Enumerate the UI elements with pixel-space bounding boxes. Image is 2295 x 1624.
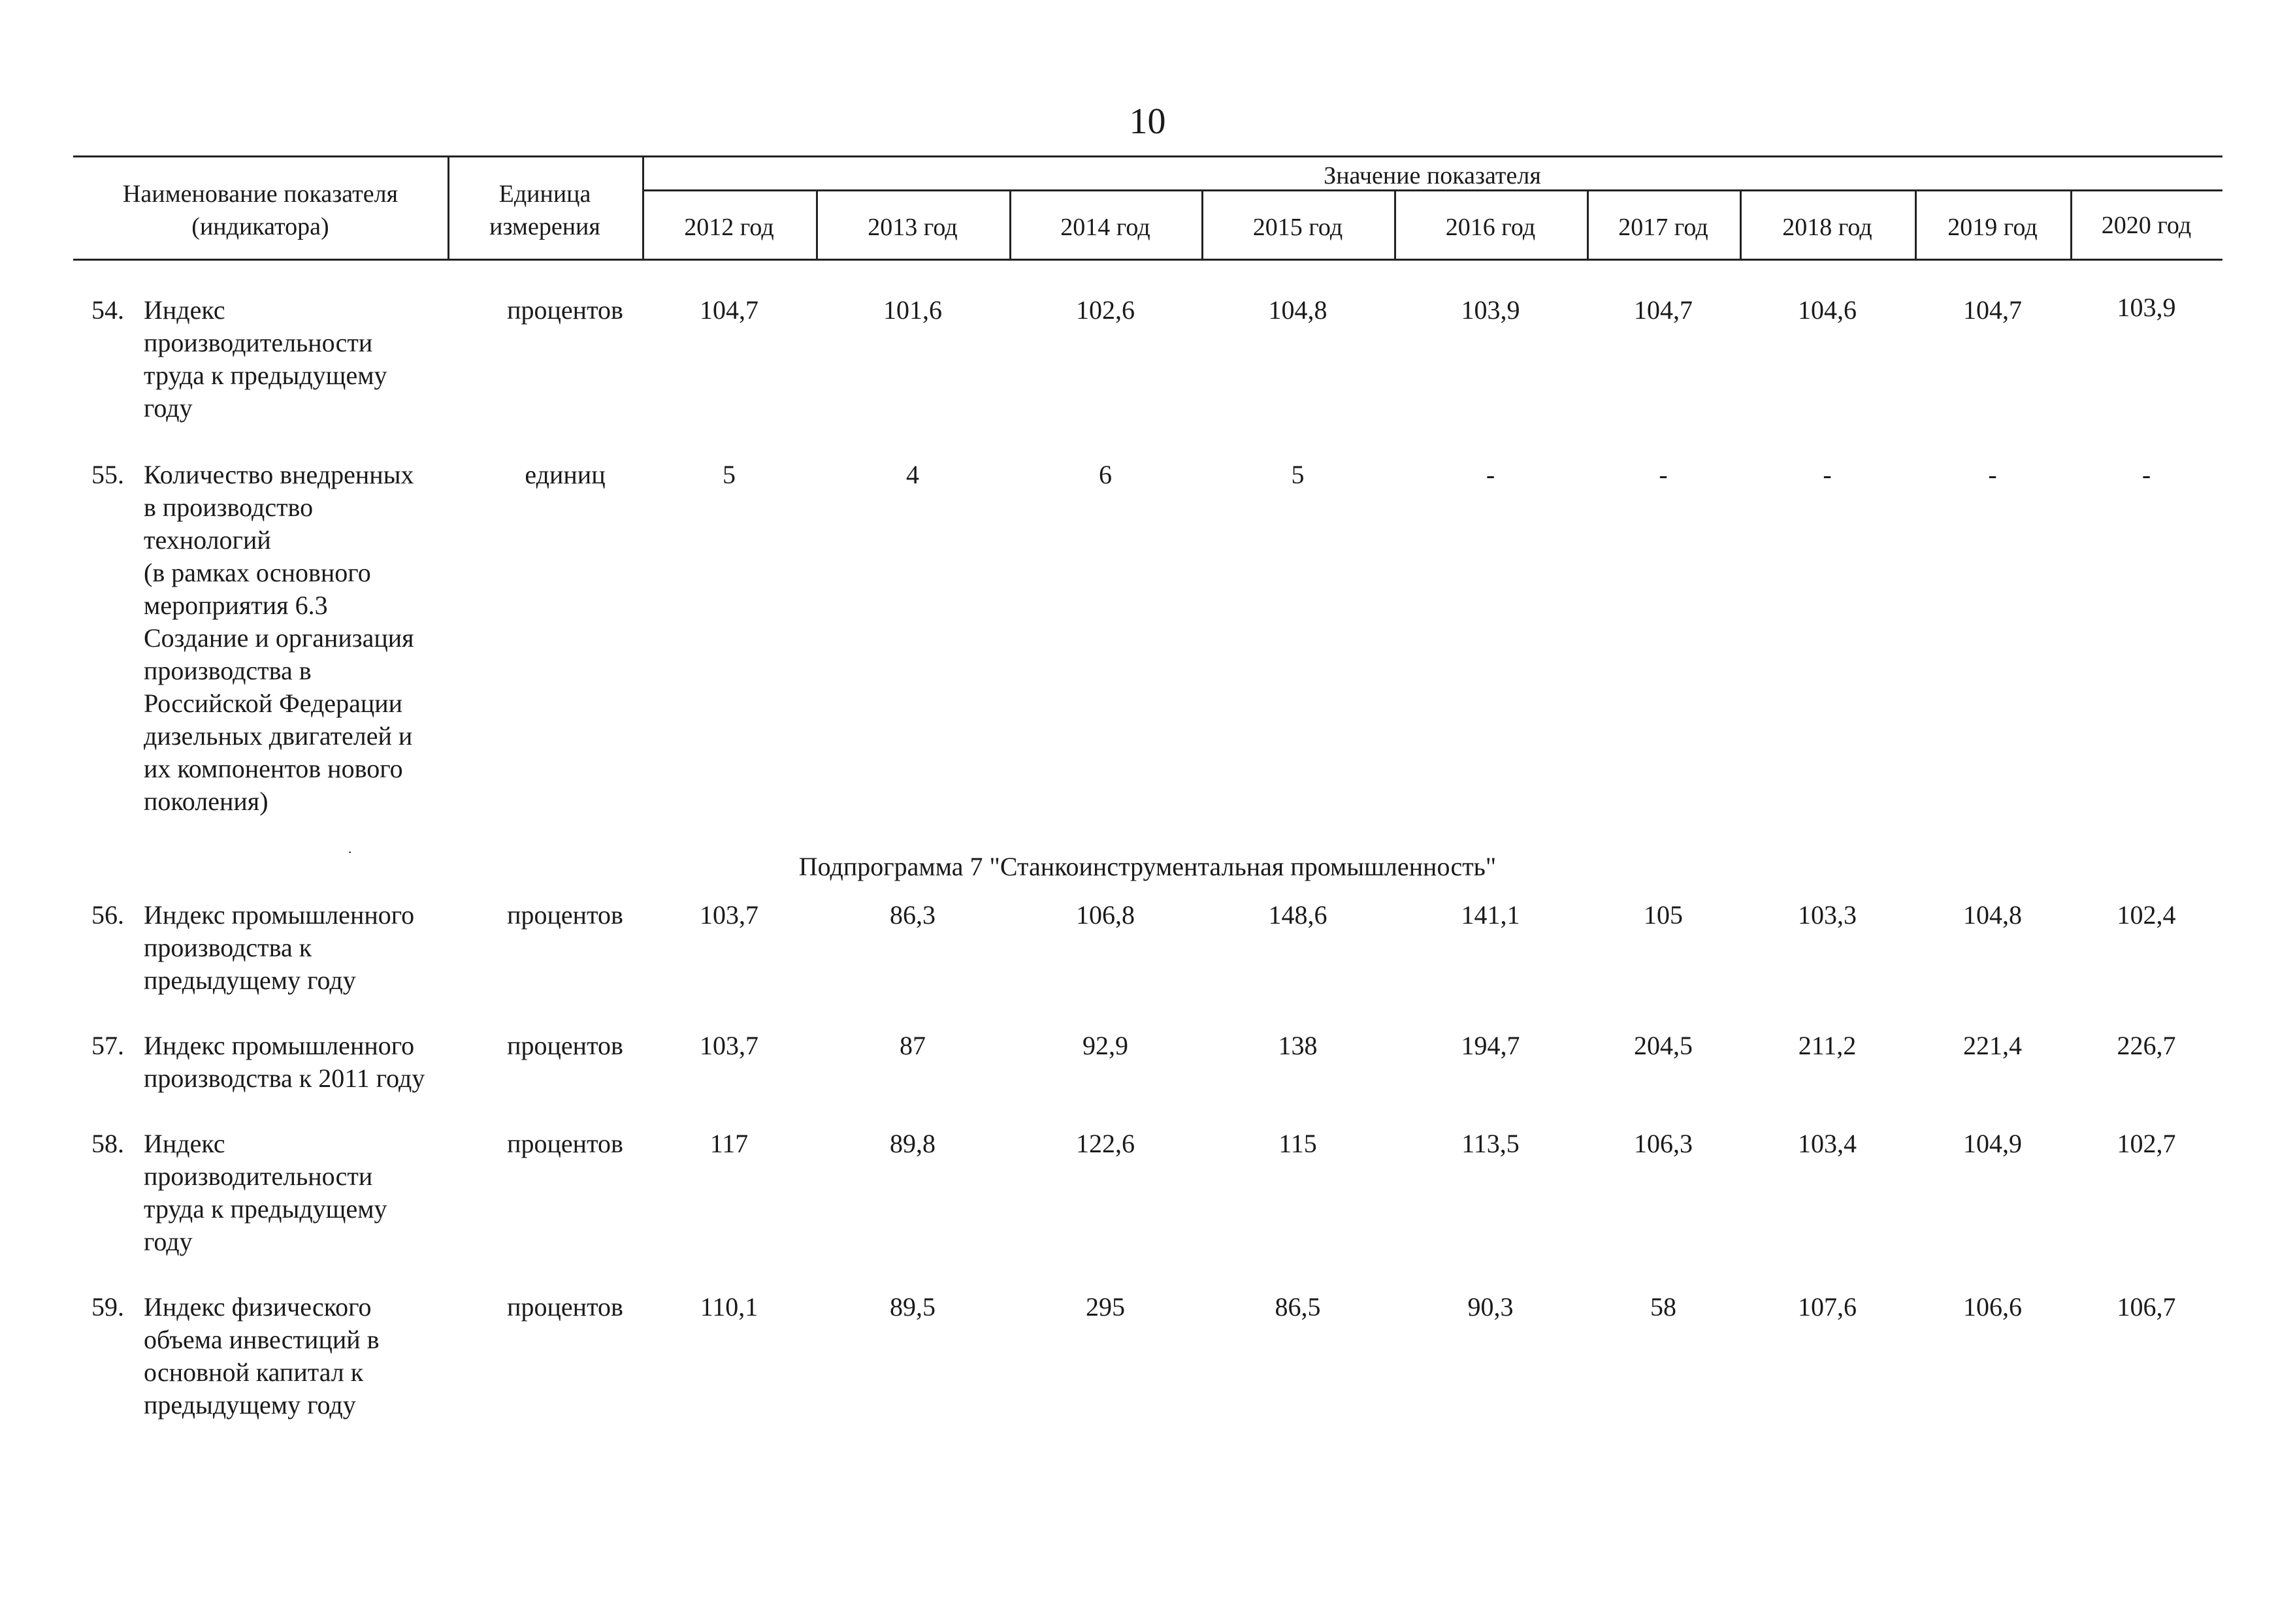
header-top-rule [73, 155, 2222, 157]
value-2018: 103,4 [1798, 1129, 1857, 1158]
value-2013: 87 [900, 1031, 926, 1060]
value-2012: 103,7 [700, 900, 758, 930]
value-2014: 102,6 [1076, 295, 1135, 325]
page-number: 10 [1129, 101, 1166, 142]
value-2016: 194,7 [1461, 1031, 1520, 1060]
header-year-2020: 2020 год [2101, 212, 2192, 239]
value-2019: - [1988, 460, 1997, 489]
row-unit: единиц [525, 460, 606, 489]
header-year-2014: 2014 год [1060, 214, 1150, 241]
value-2016: - [1486, 460, 1495, 489]
value-2017: 58 [1650, 1292, 1676, 1322]
value-2015: 86,5 [1275, 1292, 1321, 1322]
row-indicator-name: Индекс физического объема инвестиций в основной капитал к предыдущему году [144, 1292, 380, 1420]
row-unit: процентов [507, 295, 623, 325]
row-number: 54. [91, 295, 124, 325]
row-unit: процентов [507, 1031, 623, 1060]
header-year-2019: 2019 год [1947, 214, 2038, 241]
value-2020: 226,7 [2117, 1031, 2176, 1060]
row-unit: процентов [507, 1292, 623, 1322]
value-2016: 103,9 [1461, 295, 1520, 325]
value-2016: 141,1 [1461, 900, 1520, 930]
value-2018: 211,2 [1798, 1031, 1857, 1060]
value-2015: 115 [1278, 1129, 1317, 1158]
value-2014: 6 [1099, 460, 1112, 489]
row-indicator-name: Индекс промышленного производства к 2011 году [144, 1031, 425, 1093]
row-number: 57. [91, 1031, 124, 1060]
value-2015: 138 [1278, 1031, 1318, 1060]
header-year-2012: 2012 год [684, 214, 774, 241]
header-year-2015: 2015 год [1252, 214, 1343, 241]
value-2014: 122,6 [1076, 1129, 1135, 1158]
value-2020: - [2141, 460, 2151, 489]
row-indicator-name: Количество внедренных в производство технологий (в рамках основного мероприятия 6.3 Создание и организация производства в Российской Федерации дизельных двигателей и их компонентов нового поколения) [144, 460, 414, 816]
value-2013: 86,3 [890, 900, 936, 930]
header-year-2017: 2017 год [1618, 214, 1708, 241]
value-2012: 103,7 [700, 1031, 758, 1060]
value-2018: 104,6 [1798, 295, 1857, 325]
row-number: 56. [91, 900, 124, 930]
value-2015: 148,6 [1268, 900, 1327, 930]
header-year-2013: 2013 год [868, 214, 958, 241]
header-bottom-rule [73, 259, 2222, 261]
value-2013: 89,8 [890, 1129, 936, 1158]
value-2013: 89,5 [890, 1292, 936, 1322]
row-indicator-name: Индекс производительности труда к предыдущему году [144, 295, 387, 423]
header-unit: Единица измерения [489, 180, 600, 240]
row-indicator-name: Индекс производительности труда к предыдущему году [144, 1129, 387, 1256]
value-2012: 110,1 [700, 1292, 758, 1322]
value-2019: 104,8 [1963, 900, 2022, 930]
header-year-2018: 2018 год [1782, 214, 1872, 241]
value-2017: 106,3 [1634, 1129, 1693, 1158]
value-2012: 104,7 [700, 295, 758, 325]
header-value-group: Значение показателя [1324, 162, 1541, 189]
value-2020: 103,9 [2117, 293, 2176, 322]
value-2015: 5 [1291, 460, 1305, 489]
value-2012: 5 [723, 460, 736, 489]
row-number: 59. [91, 1292, 124, 1322]
value-2018: 103,3 [1798, 900, 1857, 930]
value-2020: 102,7 [2117, 1129, 2176, 1158]
value-2019: 221,4 [1963, 1031, 2022, 1060]
value-2014: 295 [1086, 1292, 1125, 1322]
value-2013: 4 [906, 460, 919, 489]
value-2017: - [1659, 460, 1668, 489]
value-2012: 117 [709, 1129, 749, 1158]
value-2018: - [1823, 460, 1832, 489]
row-number: 58. [91, 1129, 124, 1158]
value-2016: 113,5 [1461, 1129, 1520, 1158]
value-2019: 106,6 [1963, 1292, 2022, 1322]
value-2019: 104,7 [1963, 295, 2022, 325]
value-2017: 204,5 [1634, 1031, 1693, 1060]
header-year-2016: 2016 год [1445, 214, 1536, 241]
value-2016: 90,3 [1467, 1292, 1514, 1322]
value-2015: 104,8 [1268, 295, 1327, 325]
value-2014: 106,8 [1076, 900, 1135, 930]
value-2020: 102,4 [2117, 900, 2176, 930]
value-2017: 105 [1644, 900, 1683, 930]
value-2017: 104,7 [1634, 295, 1693, 325]
header-indicator-name: Наименование показателя (индикатора) [122, 180, 399, 240]
value-2019: 104,9 [1963, 1129, 2022, 1158]
value-2013: 101,6 [883, 295, 942, 325]
subprogram-heading: Подпрограмма 7 "Станкоинструментальная промышленность" [798, 852, 1497, 881]
row-indicator-name: Индекс промышленного производства к предыдущему году [144, 900, 415, 995]
scan-speck: · [348, 844, 353, 860]
value-2020: 106,7 [2117, 1292, 2176, 1322]
row-number: 55. [91, 460, 124, 489]
value-2014: 92,9 [1082, 1031, 1128, 1060]
row-unit: процентов [507, 1129, 623, 1158]
value-2018: 107,6 [1798, 1292, 1857, 1322]
row-unit: процентов [507, 900, 623, 930]
